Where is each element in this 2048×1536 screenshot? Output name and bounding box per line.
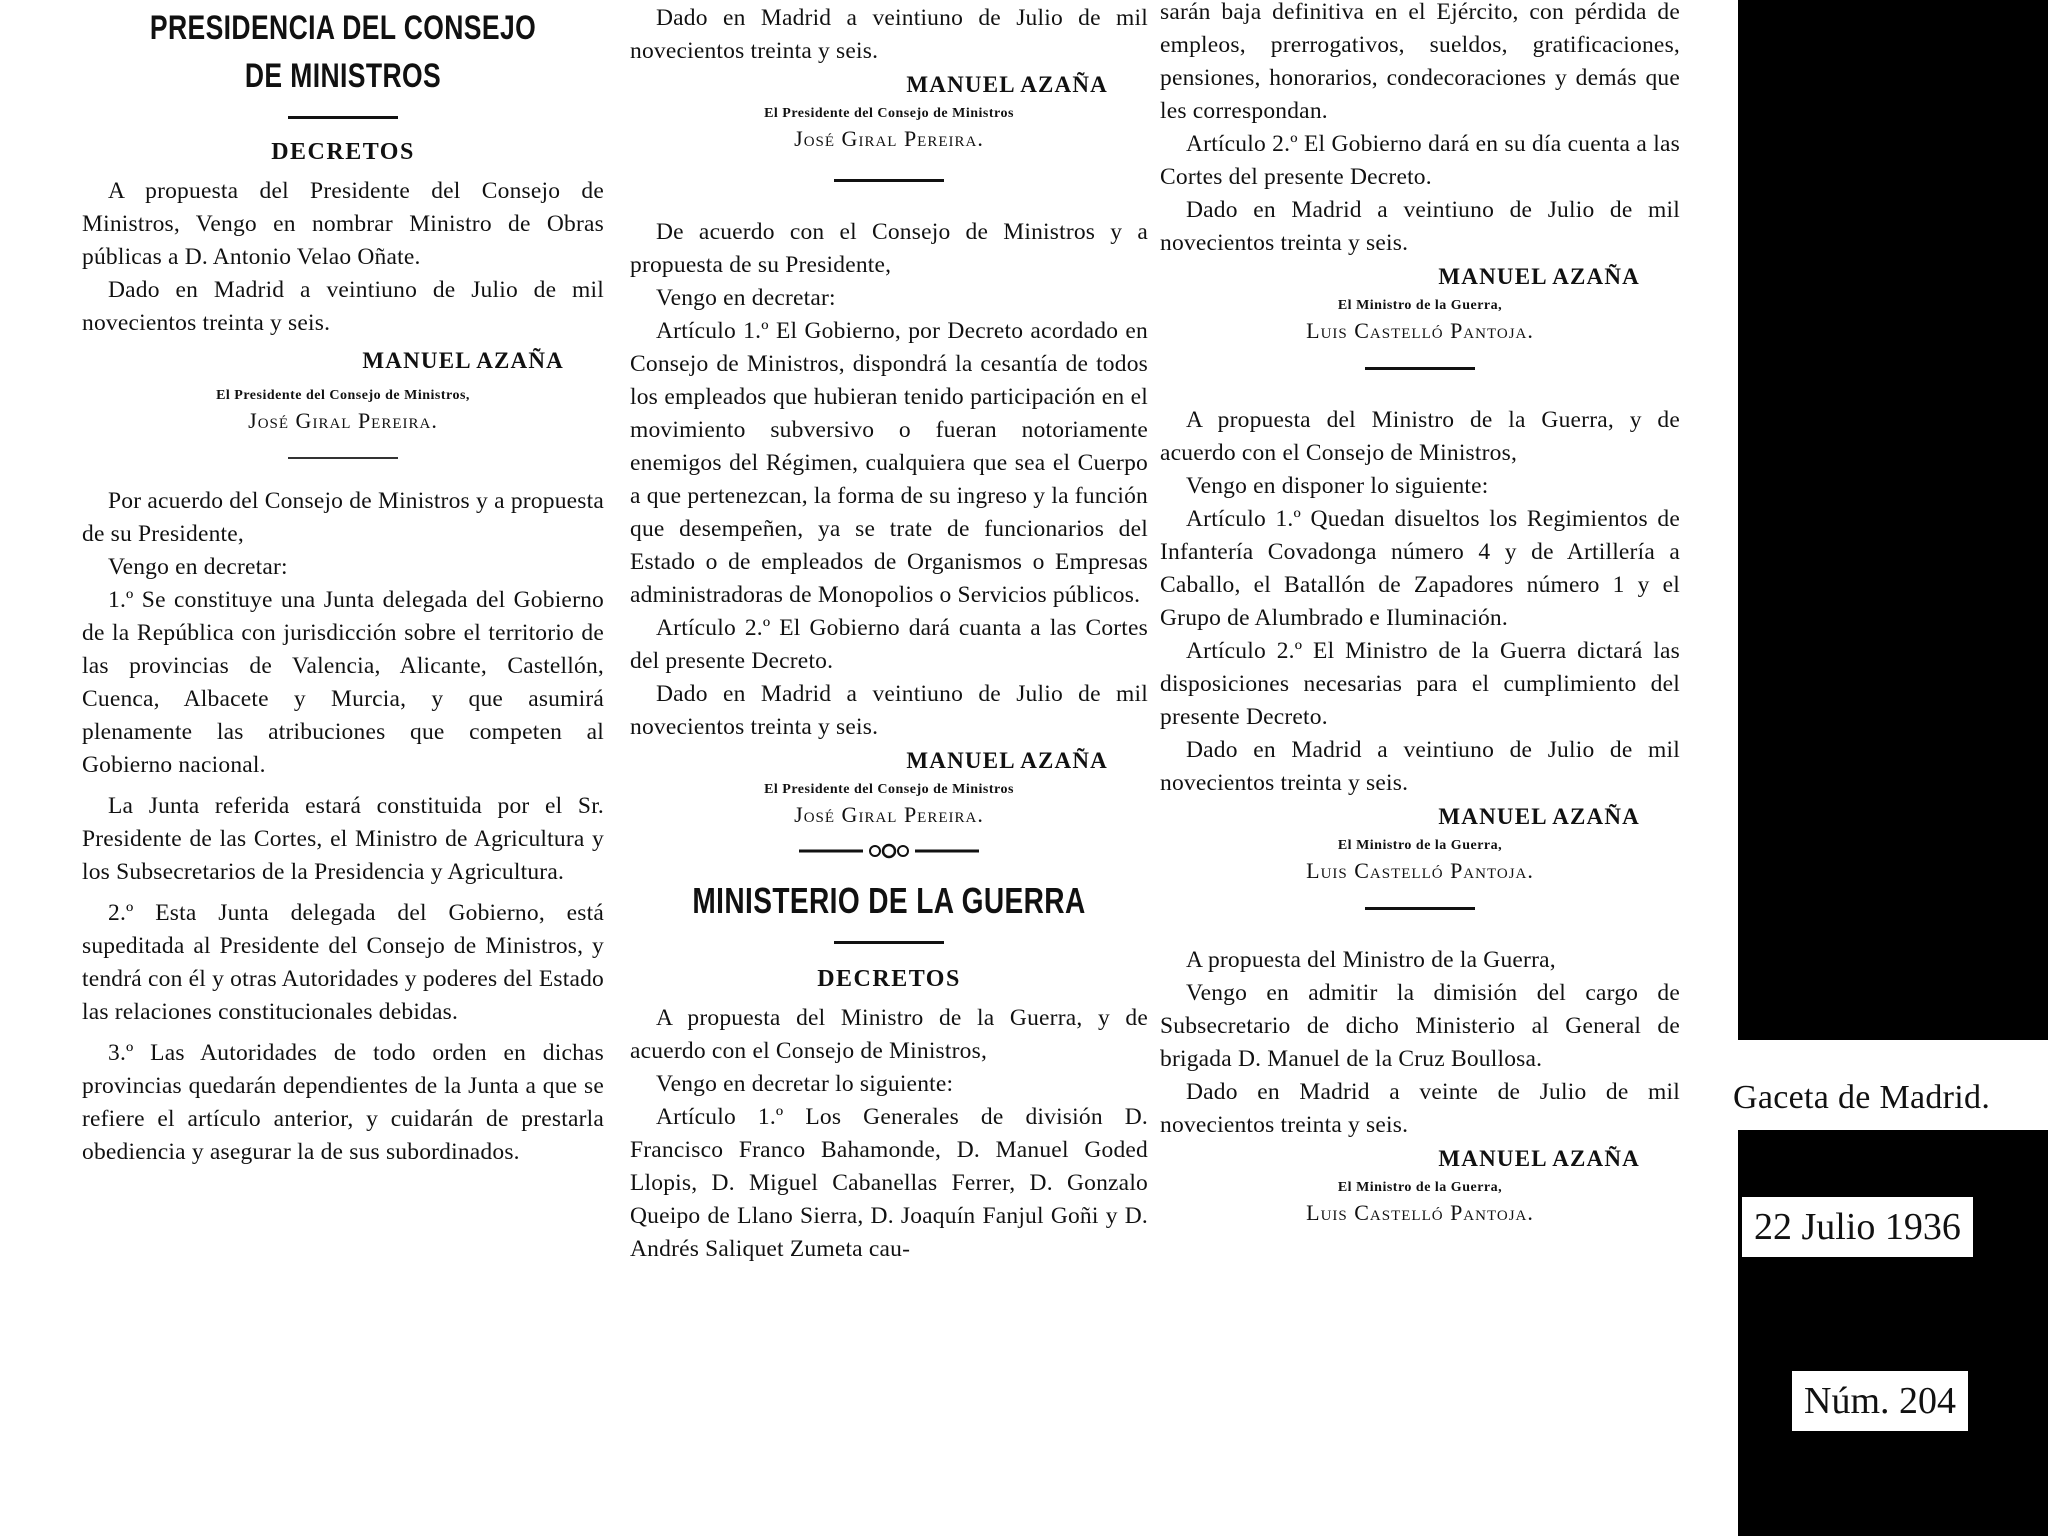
column-1 (82, 0, 604, 1169)
signer-role: El Ministro de la Guerra, (1337, 1180, 1503, 1195)
decree-vengo: Vengo en disponer lo siguiente: (1186, 473, 1489, 499)
decree-dado: Dado en Madrid a veintiuno de Julio de mil novecientos treinta y seis. (1160, 197, 1680, 256)
decree-body: Vengo en admitir la dimisión del cargo de Subsecretario de dicho Ministerio al General de brigada D. Manuel de la Cruz Boullosa. (1160, 980, 1680, 1072)
ornament-divider-icon (799, 843, 979, 859)
decree-dado: Dado en Madrid a veintiuno de Julio de mil novecientos treinta y seis. (1160, 737, 1680, 796)
decree-intro: De acuerdo con el Consejo de Ministros y a propuesta de su Presidente, (630, 219, 1148, 278)
divider (1365, 907, 1475, 910)
countersignature: Luis Castelló Pantoja. (1306, 858, 1534, 883)
decree-article: Artículo 1.º Quedan disueltos los Regimientos de Infantería Covadonga número 4 y de Artillería a Caballo, el Batallón de Zapadores número 1 y el Grupo de Alumbrado e Iluminación. (1160, 506, 1680, 631)
signer-role: El Presidente del Consejo de Ministros (764, 106, 1014, 121)
signer-role: El Ministro de la Guerra, (1337, 838, 1503, 853)
decree-intro: A propuesta del Ministro de la Guerra, y de acuerdo con el Consejo de Ministros, (630, 1005, 1148, 1064)
decree-dado: Dado en Madrid a veintiuno de Julio de mil novecientos treinta y seis. (630, 681, 1148, 740)
decree-vengo: Vengo en decretar lo siguiente: (656, 1071, 954, 1097)
decree-article: Artículo 2.º El Gobierno dará en su día cuenta a las Cortes del presente Decreto. (1160, 131, 1680, 190)
decretos-subheading: DECRETOS (817, 966, 961, 992)
decree-article: 1.º Se constituye una Junta delegada del Gobierno de la República con jurisdicción sobre el territorio de las provincias de Valencia, Alicante, Castellón, Cuenca, Albacete y Murcia, y que asumirá plenamente las atribuciones que competen al Gobierno nacional. (82, 587, 604, 778)
signature: MANUEL AZAÑA (362, 348, 564, 373)
decree-article: 3.º Las Autoridades de todo orden en dichas provincias quedarán dependientes de la Junta a que se refiere el artículo anterior, y cuidarán de prestarla obediencia y asegurar la de sus subordinados. (82, 1040, 604, 1165)
signer-role: El Ministro de la Guerra, (1337, 298, 1503, 313)
column-2 (630, 0, 1148, 1266)
decree-dado: Dado en Madrid a veintiuno de Julio de mil novecientos treinta y seis. (82, 277, 604, 336)
decree-dado: Dado en Madrid a veintiuno de Julio de mil novecientos treinta y seis. (630, 5, 1148, 64)
margin-strip (1738, 0, 2048, 1536)
signature: MANUEL AZAÑA (1438, 1146, 1640, 1171)
divider (834, 941, 944, 944)
divider (834, 179, 944, 182)
decree-article: Artículo 1.º El Gobierno, por Decreto acordado en Consejo de Ministros, dispondrá la cesantía de todos los empleados que hubieran tenido participación en el movimiento subversivo o fueran notoriamente enemigos del Régimen, cualquiera que sea el Cuerpo a que pertenezcan, la forma de su ingreso y la función que desempeñen, ya se trate de funcionarios del Estado o de empleados de Organismos o Empresas administradoras de Monopolios o Servicios públicos. (630, 318, 1148, 608)
countersignature: José Giral Pereira. (794, 126, 984, 151)
issue-number: Núm. 204 (1792, 1371, 1968, 1431)
decree-intro: Por acuerdo del Consejo de Ministros y a propuesta de su Presidente, (82, 488, 604, 547)
signature: MANUEL AZAÑA (906, 748, 1108, 773)
signature: MANUEL AZAÑA (1438, 804, 1640, 829)
section-heading-presidencia-line2: DE MINISTROS (244, 57, 442, 95)
divider (288, 457, 398, 459)
decree-intro: A propuesta del Ministro de la Guerra, y de acuerdo con el Consejo de Ministros, (1160, 407, 1680, 466)
signer-role: El Presidente del Consejo de Ministros (764, 782, 1014, 797)
decree-vengo: Vengo en decretar: (108, 554, 288, 580)
column-3 (1160, 0, 1680, 1227)
section-heading-guerra: MINISTERIO DE LA GUERRA (692, 880, 1086, 921)
divider (1365, 367, 1475, 370)
decree-article: Artículo 2.º El Ministro de la Guerra dictará las disposiciones necesarias para el cumplimiento del presente Decreto. (1160, 638, 1680, 730)
countersignature: José Giral Pereira. (794, 802, 984, 827)
decree-dado: Dado en Madrid a veinte de Julio de mil novecientos treinta y seis. (1160, 1079, 1680, 1138)
divider (288, 116, 398, 119)
decree-article: 2.º Esta Junta delegada del Gobierno, está supeditada al Presidente del Consejo de Ministros, y tendrá con él y otras Autoridades y poderes del Estado las relaciones constitucionales debidas. (82, 900, 604, 1025)
decree-intro: A propuesta del Ministro de la Guerra, (1186, 947, 1556, 973)
signer-role: El Presidente del Consejo de Ministros, (216, 388, 470, 403)
issue-date: 22 Julio 1936 (1742, 1197, 1973, 1257)
decree-body: A propuesta del Presidente del Consejo de Ministros, Vengo en nombrar Ministro de Obras públicas a D. Antonio Velao Oñate. (82, 178, 604, 270)
decree-article: Artículo 1.º Los Generales de división D. Francisco Franco Bahamonde, D. Manuel Goded Llopis, D. Miguel Cabanellas Ferrer, D. Gonzalo Queipo de Llano Sierra, D. Joaquín Fanjul Goñi y D. Andrés Saliquet Zumeta cau- (630, 1104, 1148, 1262)
countersignature: Luis Castelló Pantoja. (1306, 318, 1534, 343)
signature: MANUEL AZAÑA (1438, 264, 1640, 289)
decretos-subheading: DECRETOS (271, 139, 415, 165)
decree-article: La Junta referida estará constituida por el Sr. Presidente de las Cortes, el Ministro de Agricultura y los Subsecretarios de la Presidencia y Agricultura. (82, 793, 604, 885)
section-heading-presidencia: PRESIDENCIA DEL CONSEJO (149, 9, 537, 47)
countersignature: Luis Castelló Pantoja. (1306, 1200, 1534, 1225)
countersignature: José Giral Pereira. (248, 408, 438, 433)
publication-title: Gaceta de Madrid. (1733, 1079, 1991, 1116)
signature: MANUEL AZAÑA (906, 72, 1108, 97)
decree-continuation: sarán baja definitiva en el Ejército, con pérdida de empleos, prerrogativos, sueldos, gratificaciones, pensiones, honorarios, condecoraciones y demás que les correspondan. (1160, 0, 1680, 124)
decree-vengo: Vengo en decretar: (656, 285, 836, 311)
decree-article: Artículo 2.º El Gobierno dará cuanta a las Cortes del presente Decreto. (630, 615, 1148, 674)
